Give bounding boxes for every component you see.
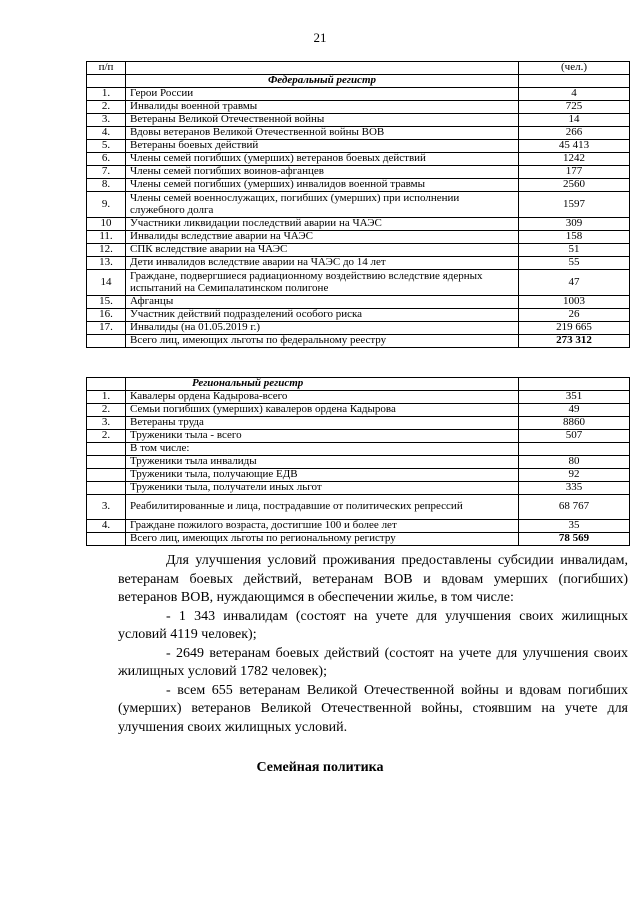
row-label: СПК вследствие аварии на ЧАЭС <box>126 244 519 257</box>
row-label: Члены семей погибших (умерших) инвалидов военной травмы <box>126 179 519 192</box>
row-value: 14 <box>519 114 630 127</box>
row-label: Труженики тыла - всего <box>126 430 519 443</box>
table-row <box>87 443 630 456</box>
row-value <box>519 443 630 456</box>
row-number: 3. <box>87 114 126 127</box>
row-number: 4. <box>87 520 126 533</box>
row-number: 2. <box>87 404 126 417</box>
row-label: Участник действий подразделений особого риска <box>126 309 519 322</box>
row-number: 2. <box>87 430 126 443</box>
row-value: 1242 <box>519 153 630 166</box>
total-row <box>87 335 630 348</box>
row-value: 158 <box>519 231 630 244</box>
row-value: 177 <box>519 166 630 179</box>
row-number <box>87 482 126 495</box>
table-row <box>87 520 630 533</box>
row-number: 3. <box>87 417 126 430</box>
row-value: 51 <box>519 244 630 257</box>
row-label: В том числе: <box>126 443 519 456</box>
row-value: 725 <box>519 101 630 114</box>
total-value: 273 312 <box>519 335 630 348</box>
row-value: 507 <box>519 430 630 443</box>
row-number: 3. <box>87 495 126 520</box>
total-label: Всего лиц, имеющих льготы по федеральному реестру <box>126 335 519 348</box>
table-row <box>87 296 630 309</box>
row-value: 1597 <box>519 192 630 218</box>
row-label: Реабилитированные и лица, пострадавшие от политических репрессий <box>126 495 519 520</box>
row-value: 47 <box>519 270 630 296</box>
federal-title-row <box>87 75 630 88</box>
row-label: Инвалиды военной травмы <box>126 101 519 114</box>
row-label: Труженики тыла, получающие ЕДВ <box>126 469 519 482</box>
table-row <box>87 322 630 335</box>
row-value: 4 <box>519 88 630 101</box>
row-label: Кавалеры ордена Кадырова-всего <box>126 391 519 404</box>
row-value: 219 665 <box>519 322 630 335</box>
row-number: 1. <box>87 88 126 101</box>
row-number: 14 <box>87 270 126 296</box>
regional-register-title: Региональный регистр <box>126 378 519 391</box>
row-number: 13. <box>87 257 126 270</box>
table-row <box>87 127 630 140</box>
row-number: 12. <box>87 244 126 257</box>
row-number <box>87 456 126 469</box>
table-row <box>87 404 630 417</box>
table-row <box>87 153 630 166</box>
table-row <box>87 391 630 404</box>
table-row <box>87 231 630 244</box>
row-number: 6. <box>87 153 126 166</box>
row-label: Члены семей военнослужащих, погибших (умерших) при исполнении служебного долга <box>126 192 519 218</box>
row-label: Члены семей погибших воинов-афганцев <box>126 166 519 179</box>
paragraph-item-2: - 2649 ветеранам боевых действий (состоят на учете для улучшения своих жилищных условий 1782 человек); <box>118 645 628 679</box>
regional-title-row <box>87 378 630 391</box>
table-row <box>87 270 630 296</box>
row-label: Ветераны Великой Отечественной войны <box>126 114 519 127</box>
table-row <box>87 495 630 520</box>
table-row <box>87 430 630 443</box>
table-row <box>87 469 630 482</box>
row-label: Вдовы ветеранов Великой Отечественной войны ВОВ <box>126 127 519 140</box>
section-heading: Семейная политика <box>256 760 384 775</box>
row-label: Труженики тыла инвалиды <box>126 456 519 469</box>
table-row <box>87 179 630 192</box>
row-number: 7. <box>87 166 126 179</box>
table-row <box>87 218 630 231</box>
total-row <box>87 533 630 546</box>
paragraph-item-3: - всем 655 ветеранам Великой Отечественной войны и вдовам погибших (умерших) ветеранов Великой Отечественной войны, стоявшим на учете для улучшения своих жилищных условий. <box>118 682 628 735</box>
row-value: 309 <box>519 218 630 231</box>
row-value: 35 <box>519 520 630 533</box>
row-label: Афганцы <box>126 296 519 309</box>
row-number: 10 <box>87 218 126 231</box>
column-label-header <box>126 62 519 75</box>
body-text <box>118 552 628 737</box>
row-number: 11. <box>87 231 126 244</box>
row-number <box>87 443 126 456</box>
row-value: 1003 <box>519 296 630 309</box>
row-label: Дети инвалидов вследствие аварии на ЧАЭС до 14 лет <box>126 257 519 270</box>
row-number: 15. <box>87 296 126 309</box>
row-label: Ветераны труда <box>126 417 519 430</box>
page-number: 21 <box>313 30 327 45</box>
row-label: Инвалиды (на 01.05.2019 г.) <box>126 322 519 335</box>
total-label: Всего лиц, имеющих льготы по региональному регистру <box>126 533 519 546</box>
row-number: 5. <box>87 140 126 153</box>
row-label: Граждане пожилого возраста, достигшие 100 и более лет <box>126 520 519 533</box>
total-value: 78 569 <box>519 533 630 546</box>
row-label: Инвалиды вследствие аварии на ЧАЭС <box>126 231 519 244</box>
column-number-header: п/п <box>87 62 126 75</box>
row-number: 1. <box>87 391 126 404</box>
row-value: 49 <box>519 404 630 417</box>
table-row <box>87 114 630 127</box>
row-label: Труженики тыла, получатели иных льгот <box>126 482 519 495</box>
row-value: 80 <box>519 456 630 469</box>
table-row <box>87 257 630 270</box>
row-value: 92 <box>519 469 630 482</box>
row-value: 45 413 <box>519 140 630 153</box>
table-row <box>87 88 630 101</box>
paragraph-item-1: - 1 343 инвалидам (состоят на учете для улучшения своих жилищных условий 4119 человек); <box>118 608 628 642</box>
row-number <box>87 469 126 482</box>
row-number: 8. <box>87 179 126 192</box>
table-row <box>87 456 630 469</box>
row-label: Герои России <box>126 88 519 101</box>
row-number: 9. <box>87 192 126 218</box>
federal-header-row <box>87 62 630 75</box>
row-label: Участники ликвидации последствий аварии на ЧАЭС <box>126 218 519 231</box>
table-row <box>87 482 630 495</box>
row-value: 55 <box>519 257 630 270</box>
row-label: Семьи погибших (умерших) кавалеров ордена Кадырова <box>126 404 519 417</box>
row-value: 351 <box>519 391 630 404</box>
table-row <box>87 140 630 153</box>
row-label: Граждане, подвергшиеся радиационному воздействию вследствие ядерных испытаний на Семипалатинском полигоне <box>126 270 519 296</box>
federal-register-table <box>86 61 630 348</box>
row-number: 17. <box>87 322 126 335</box>
row-number: 2. <box>87 101 126 114</box>
row-label: Ветераны боевых действий <box>126 140 519 153</box>
federal-register-title: Федеральный регистр <box>126 75 519 88</box>
row-value: 2560 <box>519 179 630 192</box>
table-row <box>87 166 630 179</box>
table-row <box>87 309 630 322</box>
table-row <box>87 101 630 114</box>
regional-register-table <box>86 377 630 546</box>
column-unit-header: (чел.) <box>519 62 630 75</box>
row-value: 266 <box>519 127 630 140</box>
row-label: Члены семей погибших (умерших) ветеранов боевых действий <box>126 153 519 166</box>
table-row <box>87 244 630 257</box>
table-row <box>87 417 630 430</box>
paragraph-intro: Для улучшения условий проживания предоставлены субсидии инвалидам, ветеранам боевых действий, ветеранам ВОВ и вдовам умерших (погибших) ветеранов ВОВ, нуждающимся в обеспечении жилье, в том числе: <box>118 553 628 605</box>
row-value: 68 767 <box>519 495 630 520</box>
row-value: 8860 <box>519 417 630 430</box>
table-row <box>87 192 630 218</box>
row-value: 335 <box>519 482 630 495</box>
row-number: 16. <box>87 309 126 322</box>
row-value: 26 <box>519 309 630 322</box>
row-number: 4. <box>87 127 126 140</box>
